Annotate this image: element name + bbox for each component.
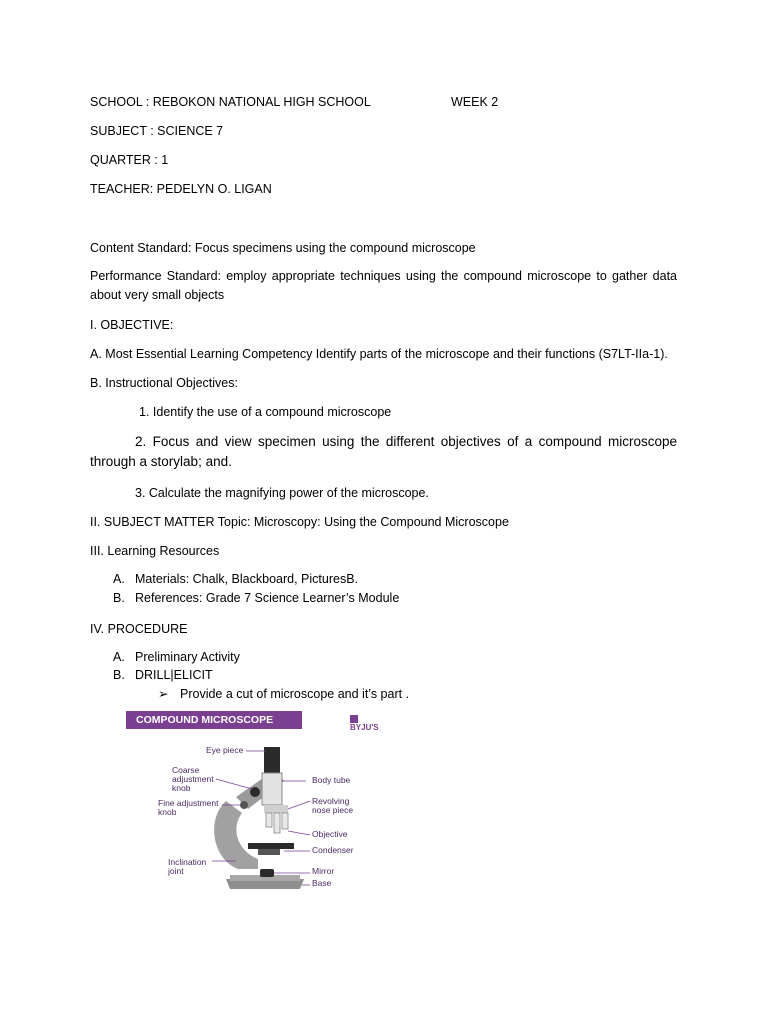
resource-item-a-text: Materials: Chalk, Blackboard, PicturesB. bbox=[135, 572, 359, 586]
resource-item-a bbox=[113, 571, 358, 587]
learning-resources-heading: III. Learning Resources bbox=[90, 544, 220, 558]
objective-1 bbox=[266, 813, 272, 827]
microscope-figure bbox=[126, 709, 386, 901]
mirror-shape bbox=[260, 869, 274, 877]
procedure-bullet-text: Provide a cut of microscope and it’s part . bbox=[180, 687, 410, 701]
label-fine-knob: Fine adjustment knob bbox=[158, 798, 219, 817]
procedure-heading: IV. PROCEDURE bbox=[90, 622, 188, 636]
label-base: Base bbox=[312, 878, 332, 888]
subject-line: SUBJECT : SCIENCE 7 bbox=[90, 124, 224, 138]
stage-shape bbox=[248, 843, 294, 849]
arrow-bullet-icon: ➢ bbox=[158, 687, 169, 701]
figure-title: COMPOUND MICROSCOPE bbox=[126, 711, 302, 729]
arm-shape bbox=[214, 801, 258, 869]
label-inclination-joint: Inclination joint bbox=[168, 857, 207, 876]
teacher-line: TEACHER: PEDELYN O. LIGAN bbox=[90, 182, 272, 196]
subject-matter: II. SUBJECT MATTER Topic: Microscopy: Using the Compound Microscope bbox=[90, 515, 509, 529]
objective-item-2: 2. Focus and view specimen using the different objectives of a compound microscope through a storylab; and. bbox=[90, 434, 677, 469]
objective-item-1: 1. Identify the use of a compound microscope bbox=[139, 405, 392, 419]
resource-item-b bbox=[113, 590, 399, 606]
objective-heading: I. OBJECTIVE: bbox=[90, 318, 174, 332]
body-tube-shape bbox=[262, 773, 282, 805]
content-standard: Content Standard: Focus specimens using the compound microscope bbox=[90, 241, 476, 255]
procedure-item-a bbox=[113, 649, 240, 665]
procedure-item-a-text: Preliminary Activity bbox=[135, 650, 240, 664]
school-line: SCHOOL : REBOKON NATIONAL HIGH SCHOOL bbox=[90, 95, 371, 109]
label-eye-piece: Eye piece bbox=[206, 745, 244, 755]
label-condenser: Condenser bbox=[312, 845, 354, 855]
list-marker: A. bbox=[113, 572, 125, 586]
list-marker: A. bbox=[113, 650, 125, 664]
week-label: WEEK 2 bbox=[451, 95, 499, 109]
instructional-objectives-heading: B. Instructional Objectives: bbox=[90, 376, 238, 390]
quarter-line: QUARTER : 1 bbox=[90, 153, 169, 167]
list-marker: B. bbox=[113, 591, 125, 605]
procedure-item-b-text: DRILL|ELICIT bbox=[135, 668, 213, 682]
procedure-bullet bbox=[158, 686, 409, 702]
resource-item-b-text: References: Grade 7 Science Learner’s Module bbox=[135, 591, 400, 605]
condenser-shape bbox=[258, 849, 280, 855]
logo-text: BYJU'S bbox=[350, 723, 379, 732]
label-mirror: Mirror bbox=[312, 866, 335, 876]
label-objective: Objective bbox=[312, 829, 348, 839]
objective-2 bbox=[274, 813, 280, 833]
objective-3 bbox=[282, 813, 288, 829]
performance-standard: Performance Standard: employ appropriate techniques using the compound microscope to gather data about very small objects bbox=[90, 269, 677, 302]
label-revolving-nose-piece: Revolving nose piece bbox=[312, 796, 354, 815]
label-coarse-knob: Coarse adjustment knob bbox=[172, 765, 214, 793]
nose-piece-shape bbox=[264, 805, 288, 813]
melc-line: A. Most Essential Learning Competency Identify parts of the microscope and their functions (S7LT-IIa-1). bbox=[90, 347, 668, 361]
procedure-item-b bbox=[113, 667, 213, 683]
label-body-tube: Body tube bbox=[312, 775, 351, 785]
objective-item-3: 3. Calculate the magnifying power of the microscope. bbox=[135, 486, 429, 500]
list-marker: B. bbox=[113, 668, 125, 682]
